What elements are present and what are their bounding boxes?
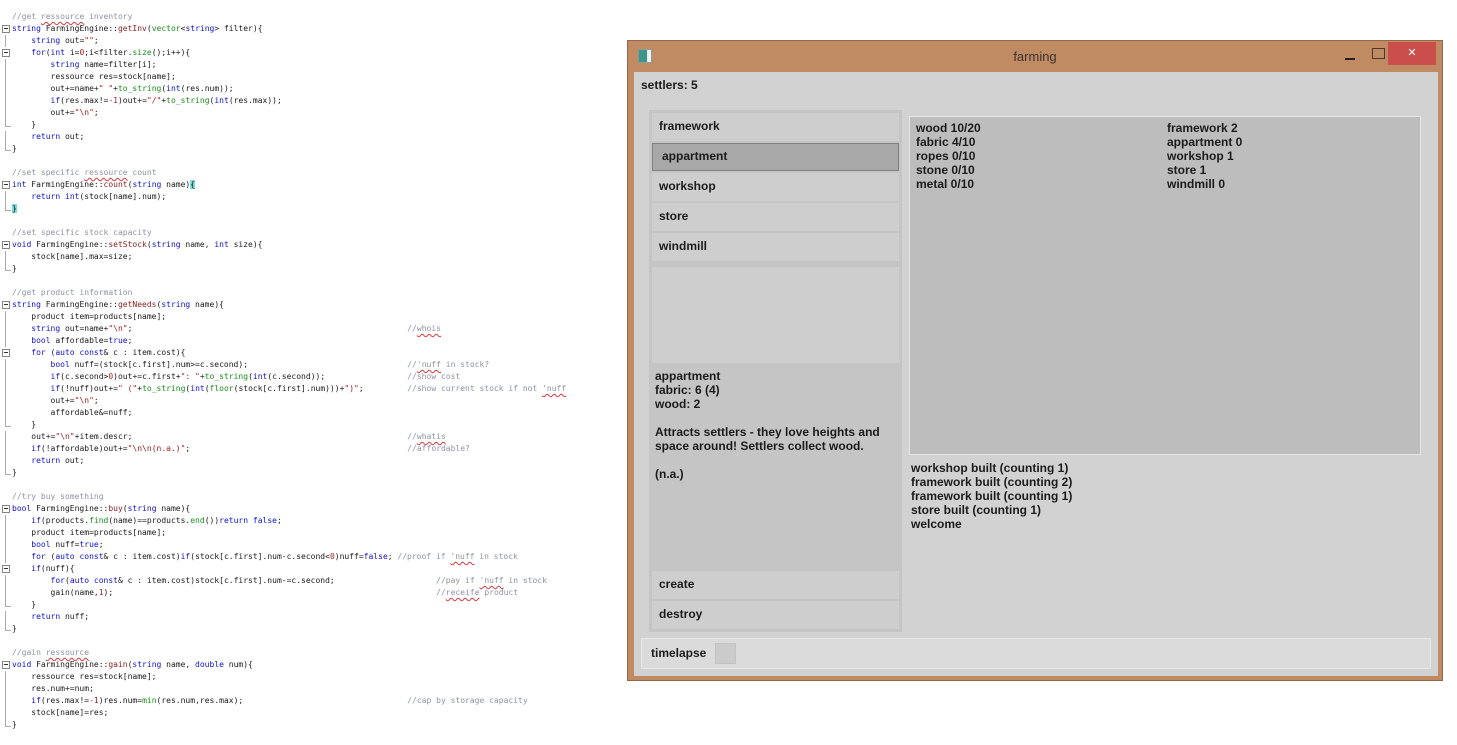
fold-collapse-icon[interactable] <box>2 349 10 357</box>
code-line <box>0 275 627 287</box>
left-panel <box>649 110 902 632</box>
code-line: string FarmingEngine::getNeeds(string name){ <box>0 299 627 311</box>
outline-gutter <box>0 119 12 131</box>
destroy-button[interactable]: destroy <box>652 601 899 629</box>
code-line: bool nuff=(stock[c.first].num>=c.second); //'nuff in stock? <box>0 359 627 371</box>
info-panel <box>655 369 897 481</box>
outline-gutter <box>0 395 12 407</box>
code-comment: //cap by storage capacity <box>407 696 528 705</box>
timelapse-bar <box>641 638 1431 669</box>
code-line: ressource res=stock[name]; <box>0 671 627 683</box>
code-line: return int(stock[name].num); <box>0 191 627 203</box>
code-line: stock[name]=res; <box>0 707 627 719</box>
outline-gutter <box>0 23 12 35</box>
code-editor[interactable] <box>0 0 627 745</box>
code-line: bool nuff=true; <box>0 539 627 551</box>
code-line: if(res.max!=-1)res.num=min(res.num,res.max); //cap by storage capacity <box>0 695 627 707</box>
outline-gutter <box>0 599 12 611</box>
code-line: out+="\n"; <box>0 107 627 119</box>
code-line: } <box>0 719 627 731</box>
code-line <box>0 479 627 491</box>
code-line: stock[name].max=size; <box>0 251 627 263</box>
info-line: fabric: 6 (4) <box>655 383 720 397</box>
outline-gutter <box>0 611 12 623</box>
outline-gutter <box>0 371 12 383</box>
minimize-button[interactable] <box>1342 45 1358 65</box>
outline-gutter <box>0 179 12 191</box>
outline-gutter <box>0 707 12 719</box>
outline-gutter <box>0 71 12 83</box>
outline-gutter <box>0 635 12 647</box>
code-line: if(!nuff)out+=" ("+to_string(int(floor(stock[c.first].num)))+")"; //show current stock if not 'nuff <box>0 383 627 395</box>
outline-gutter <box>0 659 12 671</box>
code-line: void FarmingEngine::gain(string name, double num){ <box>0 659 627 671</box>
building-count-line: appartment 0 <box>1167 135 1243 149</box>
resource-line: fabric 4/10 <box>916 135 976 149</box>
outline-gutter <box>0 671 12 683</box>
outline-gutter <box>0 143 12 155</box>
outline-gutter <box>0 527 12 539</box>
code-line: for (auto const& c : item.cost)if(stock[c.first].num-c.second<0)nuff=false; //proof if 'nuff in stock <box>0 551 627 563</box>
action-buttons <box>652 571 899 631</box>
outline-gutter <box>0 347 12 359</box>
outline-gutter <box>0 299 12 311</box>
outline-gutter <box>0 623 12 635</box>
fold-collapse-icon[interactable] <box>2 25 10 33</box>
outline-gutter <box>0 503 12 515</box>
info-line: Attracts settlers - they love heights and <box>655 425 880 439</box>
outline-gutter <box>0 491 12 503</box>
outline-gutter <box>0 323 12 335</box>
code-line <box>0 635 627 647</box>
outline-gutter <box>0 335 12 347</box>
code-line: ressource res=stock[name]; <box>0 71 627 83</box>
maximize-button[interactable] <box>1370 45 1386 65</box>
outline-gutter <box>0 95 12 107</box>
fold-collapse-icon[interactable] <box>2 241 10 249</box>
outline-gutter <box>0 443 12 455</box>
code-line: //get ressource inventory <box>0 11 627 23</box>
outline-gutter <box>0 683 12 695</box>
code-line: } <box>0 143 627 155</box>
window-title: farming <box>1013 49 1057 64</box>
code-line: return out; <box>0 455 627 467</box>
log-line: workshop built (counting 1) <box>911 461 1069 475</box>
code-comment: //whois <box>407 324 441 333</box>
titlebar[interactable] <box>628 41 1442 72</box>
code-comment: //whatis <box>407 432 446 441</box>
code-line: out+="\n"+item.descr; //whatis <box>0 431 627 443</box>
outline-gutter <box>0 263 12 275</box>
info-line: appartment <box>655 369 721 383</box>
code-line: } <box>0 623 627 635</box>
code-line: int FarmingEngine::count(string name){ <box>0 179 627 191</box>
building-count-line: framework 2 <box>1167 121 1238 135</box>
info-line: wood: 2 <box>655 397 701 411</box>
info-line <box>655 453 897 467</box>
code-line: } <box>0 203 627 215</box>
fold-collapse-icon[interactable] <box>2 505 10 513</box>
code-line: if(res.max!=-1)out+="/"+to_string(int(res.max)); <box>0 95 627 107</box>
outline-gutter <box>0 587 12 599</box>
info-line: space around! Settlers collect wood. <box>655 439 864 453</box>
outline-gutter <box>0 407 12 419</box>
outline-gutter <box>0 467 12 479</box>
code-line: //gain ressource <box>0 647 627 659</box>
outline-gutter <box>0 539 12 551</box>
fold-collapse-icon[interactable] <box>2 661 10 669</box>
code-line: //try buy something <box>0 491 627 503</box>
outline-gutter <box>0 359 12 371</box>
outline-gutter <box>0 59 12 71</box>
code-line: bool FarmingEngine::buy(string name){ <box>0 503 627 515</box>
code-comment: //receife product <box>436 588 519 597</box>
outline-gutter <box>0 695 12 707</box>
code-line: //get product information <box>0 287 627 299</box>
farming-window <box>627 40 1443 681</box>
outline-gutter <box>0 83 12 95</box>
outline-gutter <box>0 11 12 23</box>
code-line: return nuff; <box>0 611 627 623</box>
code-line: string out=""; <box>0 35 627 47</box>
outline-gutter <box>0 647 12 659</box>
log-panel <box>911 461 1411 531</box>
outline-gutter <box>0 47 12 59</box>
outline-gutter <box>0 203 12 215</box>
outline-gutter <box>0 419 12 431</box>
code-line: } <box>0 119 627 131</box>
outline-gutter <box>0 35 12 47</box>
fold-collapse-icon[interactable] <box>2 49 10 57</box>
build-item-workshop[interactable]: workshop <box>652 173 899 201</box>
build-menu <box>652 113 899 263</box>
building-count-line: store 1 <box>1167 163 1207 177</box>
code-line: } <box>0 263 627 275</box>
code-line: } <box>0 467 627 479</box>
code-line: if(c.second>0)out+=c.first+": "+to_string(int(c.second)); //show cost <box>0 371 627 383</box>
code-line: if(!affordable)out+="\n\n(n.a.)"; //affordable? <box>0 443 627 455</box>
building-count-line: workshop 1 <box>1167 149 1234 163</box>
code-line: void FarmingEngine::setStock(string name, int size){ <box>0 239 627 251</box>
close-button[interactable]: ✕ <box>1388 42 1436 65</box>
code-line: } <box>0 599 627 611</box>
outline-gutter <box>0 239 12 251</box>
fold-collapse-icon[interactable] <box>2 181 10 189</box>
code-line: //set specific ressource count <box>0 167 627 179</box>
code-line: if(products.find(name)==products.end())return false; <box>0 515 627 527</box>
log-line: store built (counting 1) <box>911 503 1041 517</box>
code-line: product item=products[name]; <box>0 527 627 539</box>
outline-gutter <box>0 551 12 563</box>
code-line: affordable&=nuff; <box>0 407 627 419</box>
outline-gutter <box>0 479 12 491</box>
code-line <box>0 155 627 167</box>
log-line: framework built (counting 1) <box>911 489 1073 503</box>
code-line: res.num+=num; <box>0 683 627 695</box>
resource-line: stone 0/10 <box>916 163 975 177</box>
settlers-label: settlers: 5 <box>641 78 698 92</box>
outline-gutter <box>0 563 12 575</box>
code-line: } <box>0 419 627 431</box>
build-item-appartment[interactable]: appartment <box>652 143 899 171</box>
outline-gutter <box>0 431 12 443</box>
code-line: string out=name+"\n"; //whois <box>0 323 627 335</box>
create-button[interactable]: create <box>652 571 899 599</box>
outline-gutter <box>0 287 12 299</box>
overview-panel <box>909 116 1421 455</box>
resource-line: metal 0/10 <box>916 177 975 191</box>
log-line: welcome <box>911 517 962 531</box>
fold-collapse-icon[interactable] <box>2 565 10 573</box>
code-comment: //pay if 'nuff in stock <box>436 576 547 585</box>
code-line: for(int i=0;i<filter.size();i++){ <box>0 47 627 59</box>
code-line <box>0 215 627 227</box>
code-line: for (auto const& c : item.cost){ <box>0 347 627 359</box>
log-line: framework built (counting 2) <box>911 475 1073 489</box>
fold-collapse-icon[interactable] <box>2 301 10 309</box>
outline-gutter <box>0 251 12 263</box>
code-line: product item=products[name]; <box>0 311 627 323</box>
outline-gutter <box>0 311 12 323</box>
building-count-line: windmill 0 <box>1167 177 1226 191</box>
timelapse-toggle-button[interactable] <box>715 643 736 664</box>
code-line: string FarmingEngine::getInv(vector<string> filter){ <box>0 23 627 35</box>
build-item-windmill[interactable]: windmill <box>652 233 899 261</box>
outline-gutter <box>0 515 12 527</box>
code-line: gain(name,1); //receife product <box>0 587 627 599</box>
code-comment: //show cost <box>407 372 461 381</box>
code-line: return out; <box>0 131 627 143</box>
code-line: for(auto const& c : item.cost)stock[c.first].num-=c.second; //pay if 'nuff in stock <box>0 575 627 587</box>
info-line: (n.a.) <box>655 467 684 481</box>
outline-gutter <box>0 719 12 731</box>
timelapse-label: timelapse <box>651 646 707 660</box>
resource-line: wood 10/20 <box>916 121 981 135</box>
build-menu-empty-area <box>652 267 899 363</box>
resource-list <box>916 121 981 191</box>
outline-gutter <box>0 107 12 119</box>
building-count-list <box>1167 121 1242 191</box>
outline-gutter <box>0 155 12 167</box>
code-comment: //'nuff in stock? <box>407 360 490 369</box>
window-client-area <box>634 72 1438 676</box>
build-item-store[interactable]: store <box>652 203 899 231</box>
outline-gutter <box>0 455 12 467</box>
code-line: out+="\n"; <box>0 395 627 407</box>
outline-gutter <box>0 167 12 179</box>
code-comment: //show current stock if not 'nuff <box>407 384 567 393</box>
code-line: bool affordable=true; <box>0 335 627 347</box>
outline-gutter <box>0 227 12 239</box>
outline-gutter <box>0 215 12 227</box>
code-line: string name=filter[i]; <box>0 59 627 71</box>
code-line: out+=name+" "+to_string(int(res.num)); <box>0 83 627 95</box>
info-line <box>655 411 897 425</box>
outline-gutter <box>0 275 12 287</box>
build-item-framework[interactable]: framework <box>652 113 899 141</box>
outline-gutter <box>0 575 12 587</box>
code-line: //set specific stock capacity <box>0 227 627 239</box>
code-line: if(nuff){ <box>0 563 627 575</box>
code-comment: //affordable? <box>407 444 470 453</box>
outline-gutter <box>0 191 12 203</box>
outline-gutter <box>0 131 12 143</box>
outline-gutter <box>0 383 12 395</box>
resource-line: ropes 0/10 <box>916 149 976 163</box>
